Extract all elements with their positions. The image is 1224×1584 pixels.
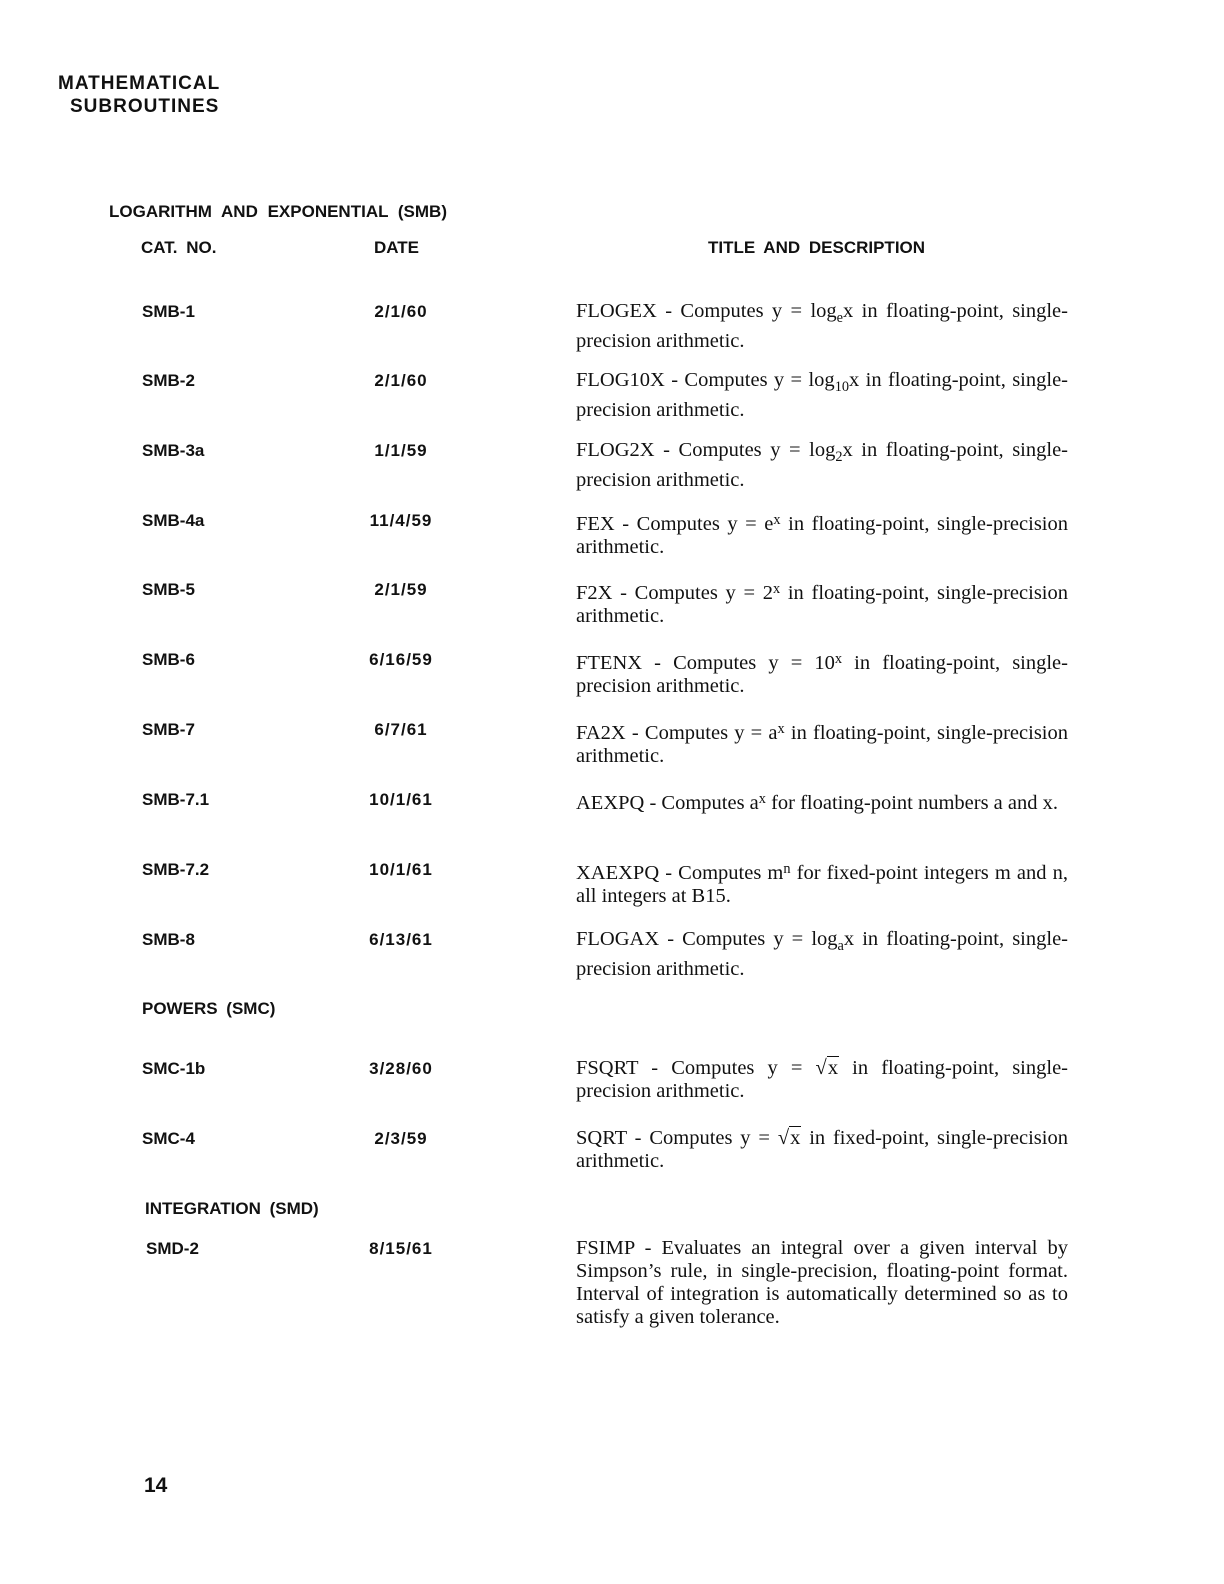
date: 2/1/60 (374, 371, 428, 390)
date: 10/1/61 (369, 860, 433, 879)
cat-number: SMB-8 (142, 930, 195, 949)
page-number: 14 (144, 1474, 168, 1497)
cat-number: SMC-1b (142, 1059, 206, 1078)
date: 8/15/61 (369, 1239, 433, 1258)
column-header-date: DATE (374, 238, 420, 257)
date: 2/1/60 (374, 302, 428, 321)
description: FLOGAX - Computes $y = \log_ax$ in floating-point, single-precision arithmetic. (576, 928, 1068, 980)
description: AEXPQ - Computes $a^x$ for floating-point numbers a and x. (576, 791, 1059, 814)
description: SQRT - Computes y = √x in fixed-point, single-precision arithmetic. (576, 1127, 1068, 1172)
column-header-cat-no: CAT. NO. (141, 238, 217, 257)
cat-number: SMB-5 (142, 580, 195, 599)
cat-number: SMB-2 (142, 371, 195, 390)
date: 3/28/60 (369, 1059, 433, 1078)
header-line-1: MATHEMATICAL (58, 73, 221, 94)
description: FSIMP - Evaluates an integral over a given interval by Simpson’s rule, in single-precision, floating-point format. Interval of integration is automatically determined so as to satisfy a given tolerance. (576, 1237, 1068, 1328)
date: 1/1/59 (374, 441, 428, 460)
date: 6/16/59 (369, 650, 433, 669)
description: FEX - Computes $y = e^x$ in floating-point, single-precision arithmetic. (576, 512, 1068, 558)
section-heading-smc: POWERS (SMC) (142, 999, 276, 1018)
date: 6/13/61 (369, 930, 433, 949)
cat-number: SMB-7 (142, 720, 195, 739)
cat-number: SMB-1 (142, 302, 195, 321)
date: 2/1/59 (374, 580, 428, 599)
cat-number: SMB-7.2 (142, 860, 210, 879)
description: FLOGEX - Computes $y = \log_ex$ in floating-point, single-precision arithmetic. (576, 300, 1068, 352)
description: FTENX - Computes $y = 10^x$ in floating-point, single-precision arithmetic. (576, 651, 1068, 697)
cat-number: SMB-6 (142, 650, 195, 669)
description: FSQRT - Computes y = √x in floating-point, single-precision arithmetic. (576, 1057, 1068, 1102)
cat-number: SMB-3a (142, 441, 205, 460)
section-heading-smb: LOGARITHM AND EXPONENTIAL (SMB) (109, 202, 447, 221)
description: FLOG10X - Computes $y = \log_{10}x$ in floating-point, single-precision arithmetic. (576, 369, 1068, 421)
cat-number: SMC-4 (142, 1129, 195, 1148)
header-line-2: SUBROUTINES (70, 96, 220, 117)
description: F2X - Computes $y = 2^x$ in floating-point, single-precision arithmetic. (576, 581, 1068, 627)
page-header (58, 72, 220, 118)
date: 6/7/61 (374, 720, 428, 739)
column-header-title: TITLE AND DESCRIPTION (708, 238, 926, 257)
date: 11/4/59 (369, 511, 433, 530)
description: FA2X - Computes $y = a^x$ in floating-point, single-precision arithmetic. (576, 721, 1068, 767)
cat-number: SMB-7.1 (142, 790, 210, 809)
description: FLOG2X - Computes $y = \log_2x$ in floating-point, single-precision arithmetic. (576, 439, 1068, 491)
section-heading-smd: INTEGRATION (SMD) (145, 1199, 319, 1218)
cat-number: SMB-4a (142, 511, 205, 530)
square-root-icon: √ (815, 1057, 827, 1079)
date: 10/1/61 (369, 790, 433, 809)
date: 2/3/59 (374, 1129, 428, 1148)
cat-number: SMD-2 (146, 1239, 199, 1258)
description: XAEXPQ - Computes $m^n$ for fixed-point integers m and n, all integers at B15. (576, 861, 1068, 907)
square-root-icon: √ (777, 1127, 790, 1149)
